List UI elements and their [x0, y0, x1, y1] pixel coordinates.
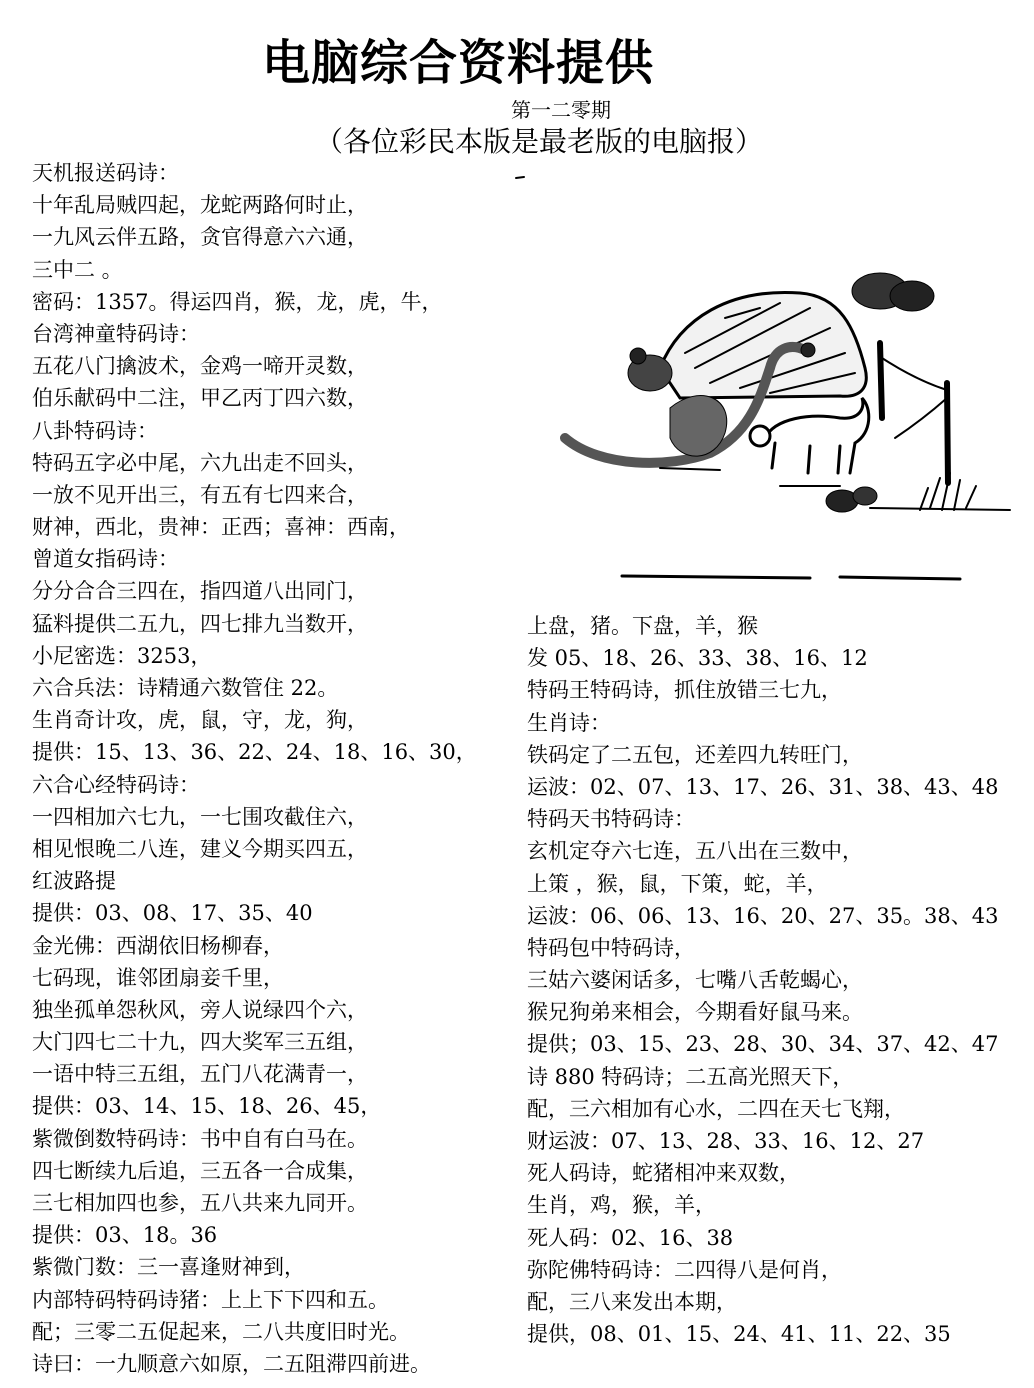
fence-rope: [882, 358, 947, 390]
text-line: 紫微门数：三一喜逢财神到，: [32, 1255, 305, 1280]
text-line: 生肖奇计攻，虎，鼠，守，龙，狗，: [32, 708, 368, 733]
text-line: 诗 880 特码诗；二五高光照天下，: [527, 1064, 854, 1089]
text-line: 一放不见开出三，有五有七四来合，: [32, 482, 368, 507]
text-line: 提供：03、14、15、18、26、45，: [32, 1094, 382, 1119]
text-line: 曾道女指码诗：: [32, 547, 179, 572]
text-line: 大门四七二十九，四大奖军三五组，: [32, 1030, 368, 1055]
text-line: 配，三八来发出本期，: [527, 1289, 737, 1314]
text-line: 猴兄狗弟来相会，今期看好鼠马来。: [527, 1000, 863, 1025]
issue-number: 第一二零期: [511, 98, 611, 122]
fence-rope: [895, 398, 947, 438]
text-line: 配，三六相加有心水，二四在天七飞翔，: [527, 1096, 905, 1121]
text-line: 小尼密选：3253，: [32, 643, 212, 668]
fence-post: [880, 343, 882, 418]
text-line: 分分合合三四在，指四道八出同门，: [32, 579, 368, 604]
text-line: 八卦特码诗：: [32, 418, 158, 443]
text-line: 十年乱局贼四起，龙蛇两路何时止，: [32, 193, 368, 218]
text-line: 金光佛：西湖依旧杨柳春，: [32, 933, 284, 958]
text-line: 诗曰：一九顺意六如原，二五阻滞四前进。: [32, 1351, 431, 1376]
left-column: [32, 157, 512, 1380]
text-line: 运波：06、06、13、16、20、27、35。38、43: [527, 903, 999, 928]
small-rock: [890, 281, 934, 311]
grass-tuft: [920, 473, 976, 510]
text-line: 特码王特码诗，抓住放错三七九，: [527, 678, 842, 703]
dog-head: [750, 426, 770, 446]
text-line: 天机报送码诗：: [32, 161, 179, 185]
text-line: 配；三零二五促起来，二八共度旧时光。: [32, 1319, 410, 1344]
page-title: 电脑综合资料提供: [262, 35, 655, 91]
text-line: 内部特码特码诗猪：上上下下四和五。: [32, 1287, 389, 1312]
ink-mark: [516, 177, 524, 178]
ink-illustration: [510, 168, 1030, 588]
text-line: 五花八门擒波术，金鸡一啼开灵数，: [32, 354, 368, 379]
chicken-head: [630, 348, 646, 364]
right-column: [527, 610, 1027, 1350]
text-line: 六合兵法：诗精通六数管住 22。: [32, 676, 339, 700]
page-subtitle: （各位彩民本版是最老版的电脑报）: [315, 125, 764, 158]
text-line: 提供，08、01、15、24、41、11、22、35: [527, 1322, 951, 1347]
text-line: 三姑六婆闲话多，七嘴八舌乾蝎心，: [527, 968, 863, 993]
text-line: 死人码诗，蛇猪相冲来双数，: [527, 1161, 800, 1186]
snake-head: [801, 343, 815, 357]
text-line: 运波：02、07、13、17、26、31、38、43、48: [527, 774, 999, 799]
text-line: 特码天书特码诗：: [527, 807, 695, 832]
text-line: 发 05、18、26、33、38、16、12: [527, 646, 868, 671]
text-line: 生肖，鸡，猴，羊，: [527, 1193, 716, 1218]
text-line: 伯乐献码中二注，甲乙丙丁四六数，: [32, 386, 368, 411]
text-line: 三七相加四也参，五八共来九同开。: [32, 1191, 368, 1215]
text-line: 红波路提: [32, 869, 116, 894]
text-line: 一九风云伴五路，贪官得意六六通，: [32, 225, 368, 250]
text-line: 提供；03、15、23、28、30、34、37、42、47: [527, 1032, 999, 1057]
text-line: 独坐孤单怨秋风，旁人说绿四个六，: [32, 997, 368, 1022]
text-line: 七码现，谁邻团扇妾千里，: [32, 965, 284, 990]
text-line: 弥陀佛特码诗：二四得八是何肖，: [527, 1257, 842, 1282]
text-line: 四七断续九后追，三五各一合成集，: [32, 1158, 368, 1183]
text-line: 死人码：02、16、38: [527, 1225, 734, 1250]
text-line: 紫微倒数特码诗：书中自有白马在。: [32, 1126, 368, 1151]
text-line: 台湾神童特码诗：: [32, 321, 200, 346]
ground-line: [622, 576, 960, 579]
dog-figure: [765, 398, 869, 473]
text-line: 上策 ，猴，鼠，下策，蛇，羊，: [527, 871, 828, 896]
text-line: 提供：03、08、17、35、40: [32, 901, 313, 926]
text-line: 财运波：07、13、28、33、16、12、27: [527, 1129, 925, 1153]
text-line: 六合心经特码诗：: [32, 772, 200, 797]
text-line: 相见恨晚二八连，建义今期买四五，: [32, 836, 368, 861]
text-line: 生肖诗：: [527, 710, 611, 735]
text-line: 玄机定夺六七连，五八出在三数中，: [527, 839, 863, 864]
text-line: 铁码定了二五包，还差四九转旺门，: [527, 742, 863, 767]
text-line: 特码五字必中尾，六九出走不回头，: [32, 450, 368, 475]
text-line: 财神，西北，贵神：正西；喜神：西南，: [32, 515, 410, 540]
text-line: 提供：03、18。36: [32, 1223, 218, 1248]
ground-stone: [853, 487, 877, 505]
text-line: 上盘，猪。下盘，羊，猴: [527, 614, 758, 638]
text-line: 一四相加六七九，一七围攻截住六，: [32, 804, 368, 829]
text-line: 猛料提供二五九，四七排九当数开，: [32, 611, 368, 636]
text-line: 特码包中特码诗，: [527, 935, 695, 960]
text-line: 密码：1357。得运四肖，猴，龙，虎，牛，: [32, 289, 443, 314]
text-line: 提供：15、13、36、22、24、18、16、30，: [32, 740, 477, 765]
text-line: 三中二 。: [32, 257, 123, 282]
text-line: 一语中特三五组，五门八花满青一，: [32, 1062, 368, 1087]
